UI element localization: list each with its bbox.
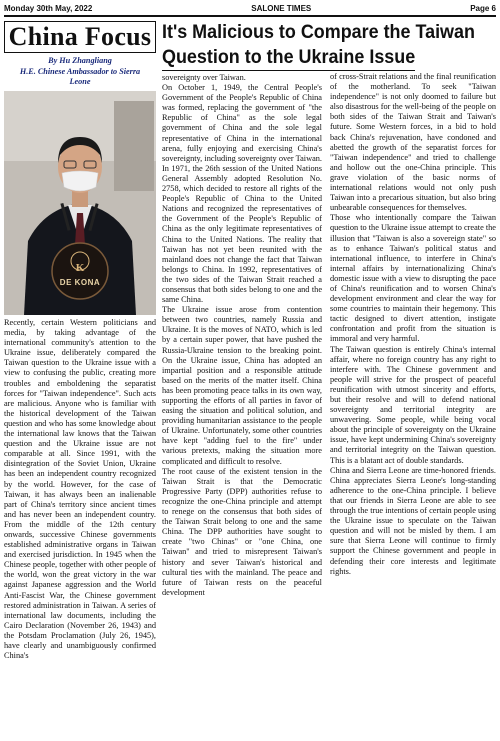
watermark-letter: K — [75, 262, 85, 274]
article-paragraph: China and Sierra Leone are time-honored friends. China appreciates Sierra Leone's long-standing adherence to the one-China principle. I believe that our friends in Sierra Leone are able to see through the true intentions of certain people using the Ukraine issue to speculate on the Taiwan question and will not be misled by them. I am sure that Sierra Leone will continue to firmly support the Chinese government and people in defending their core interests and legitimate rights. — [330, 465, 496, 576]
page-number: Page 6 — [470, 3, 496, 13]
byline-role-line-1: H.E. Chinese Ambassador to Sierra — [19, 66, 141, 76]
article-paragraph: Recently, certain Western politicians and media, by taking advantage of the international community's attention to the Ukraine issue, deliberately compared the Taiwan question to the Ukraine issue with a view to confusing the public, creating more troubles and emboldening the separatist forces for "Taiwan independence". Such acts are malicious. Anyone who is familiar with the historical development of the Taiwan question and who has some knowledge about the international law knows that the Taiwan question and the Ukraine issue are not comparable at all. Since 1991, with the disintegration of the Soviet Union, Ukraine has been an independent country recognized by the world. However, for the case of Taiwan, it has always been an inalienable part of China's territory since ancient times and has never been an independent country. From the middle of the 12th century onwards, successive Chinese governments established administrative organs in Taiwan and exercised jurisdiction. In 1945 when the Chinese people, together with other people of the world, won the great victory in the war against Japanese aggression and the World Anti-Fascist War, the Chinese government restored administration in Taiwan. A series of international law documents, including the Cairo Declaration (November 26, 1943) and the Potsdam Proclamation (July 26, 1945), have clearly and unambiguously confirmed China's — [4, 318, 156, 661]
headline-line-1: It's Malicious to Compare the Taiwan — [162, 21, 475, 43]
issue-date: Monday 30th May, 2022 — [4, 3, 93, 13]
newspaper-name: SALONE TIMES — [251, 3, 312, 13]
article-paragraph: The Taiwan question is entirely China's internal affair, where no foreign country has any right to interfere with. The Chinese government and people will strive for the prospect of peaceful reunification with utmost sincerity and efforts, but their resolve and will to defend national sovereignty and territorial integrity are unwavering. Some people, while being vocal about the principle of sovereignty on the Ukraine issue, have kept undermining China's sovereignty and territorial integrity on the Taiwan question. This is a blatant act of double standards. — [330, 344, 496, 465]
article-paragraph: The Ukraine issue arose from contention between two countries, namely Russia and Ukraine. It is the moves of NATO, which is led by a certain super power, that have pushed the Russia-Ukraine tension to the breaking point. On the Ukraine issue, China has adopted an impartial position and a responsible attitude based on the merits of the matter itself. China has been promoting peace talks in its own way, supporting the efforts of all parties in favor of easing the situation and political solution, and providing humanitarian assistance to the people of Ukraine. Unfortunately, some other countries have kept "adding fuel to the fire" under various pretexts, making the situation more complicated and difficult to resolve. — [162, 305, 322, 466]
byline-author: By Hu Zhangliang — [48, 56, 112, 65]
article-paragraph: Those who intentionally compare the Taiwan question to the Ukraine issue attempt to create the illusion that "Taiwan is also a sovereign state" so as to enhance Taiwan's political status and international influence, to interfere in China's internal affairs by internationalizing China's domestic issue with a view to disrupting the pace of China's reunification and to worsen China's development environment and clear the way for some countries to maintain their hegemony. This tactic designed to divert attention, instigate confrontation and profit from the situation is immoral and very harmful. — [330, 213, 496, 344]
watermark-text: DE KONA — [59, 278, 101, 287]
masthead — [4, 2, 496, 14]
masthead-rule — [4, 15, 496, 17]
headline-line-2: Question to the Ukraine Issue — [162, 45, 415, 71]
byline-role-line-2: Leone — [69, 77, 91, 86]
article-paragraph: The root cause of the existent tension in the Taiwan Strait is that the Democratic Progressive Party (DPP) authorities refuse to recognize the one-China principle and attempt to renege on the consensus that both sides of the Taiwan Strait belong to one and the same China. The DPP authorities have sought to create "two Chinas" or "one China, one Taiwan" and tried to misrepresent Taiwan's history and sever Taiwan's historical and cultural ties with the mainland. The peace and future of Taiwan rests on the peaceful development — [162, 466, 322, 597]
column-title: China Focus — [4, 21, 156, 53]
article-paragraph: sovereignty over Taiwan. — [162, 73, 246, 82]
article-column-1 — [4, 318, 156, 738]
byline — [4, 56, 156, 88]
ambassador-photo — [4, 91, 156, 315]
article-column-3 — [330, 47, 496, 738]
article-paragraph: On October 1, 1949, the Central People's Government of the People's Republic of China was formed, replacing the government of "the Republic of China" as the sole legal government of China and the sole legal representative of China in the international arena, fully enjoying and exercising China's sovereignty, including sovereignty over Taiwan. In 1971, the 26th session of the United Nations General Assembly adopted Resolution No. 2758, which decided to restore all rights of the People's Republic of China to the United Nations and recognized the representatives of the Government of the People's Republic of China as the only legitimate representatives of China to the United Nations. The reality that Taiwan has not yet been reunited with the mainland does not change the fact that Taiwan belongs to China. In 1992, representatives of the two sides of the Taiwan Strait reached a consensus that both sides belong to one and the same China. — [162, 83, 322, 305]
article-column-2 — [162, 73, 322, 738]
article-paragraph: of cross-Strait relations and the final reunification of the motherland. To seek "Taiwan independence" is not only doomed to failure but also disastrous for the well-being of the people on both sides of the Taiwan Strait and Taiwan's future. Some Western forces, in a bid to hold back China's rejuvenation, have condoned and abetted the growth of the separatist forces for "Taiwan independence" and tried to challenge and hollow out the one-China principle. This grave violation of the basic norms of international relations would not only push Taiwan into a precarious situation, but also bring unbearable consequences for themselves. — [330, 72, 496, 213]
